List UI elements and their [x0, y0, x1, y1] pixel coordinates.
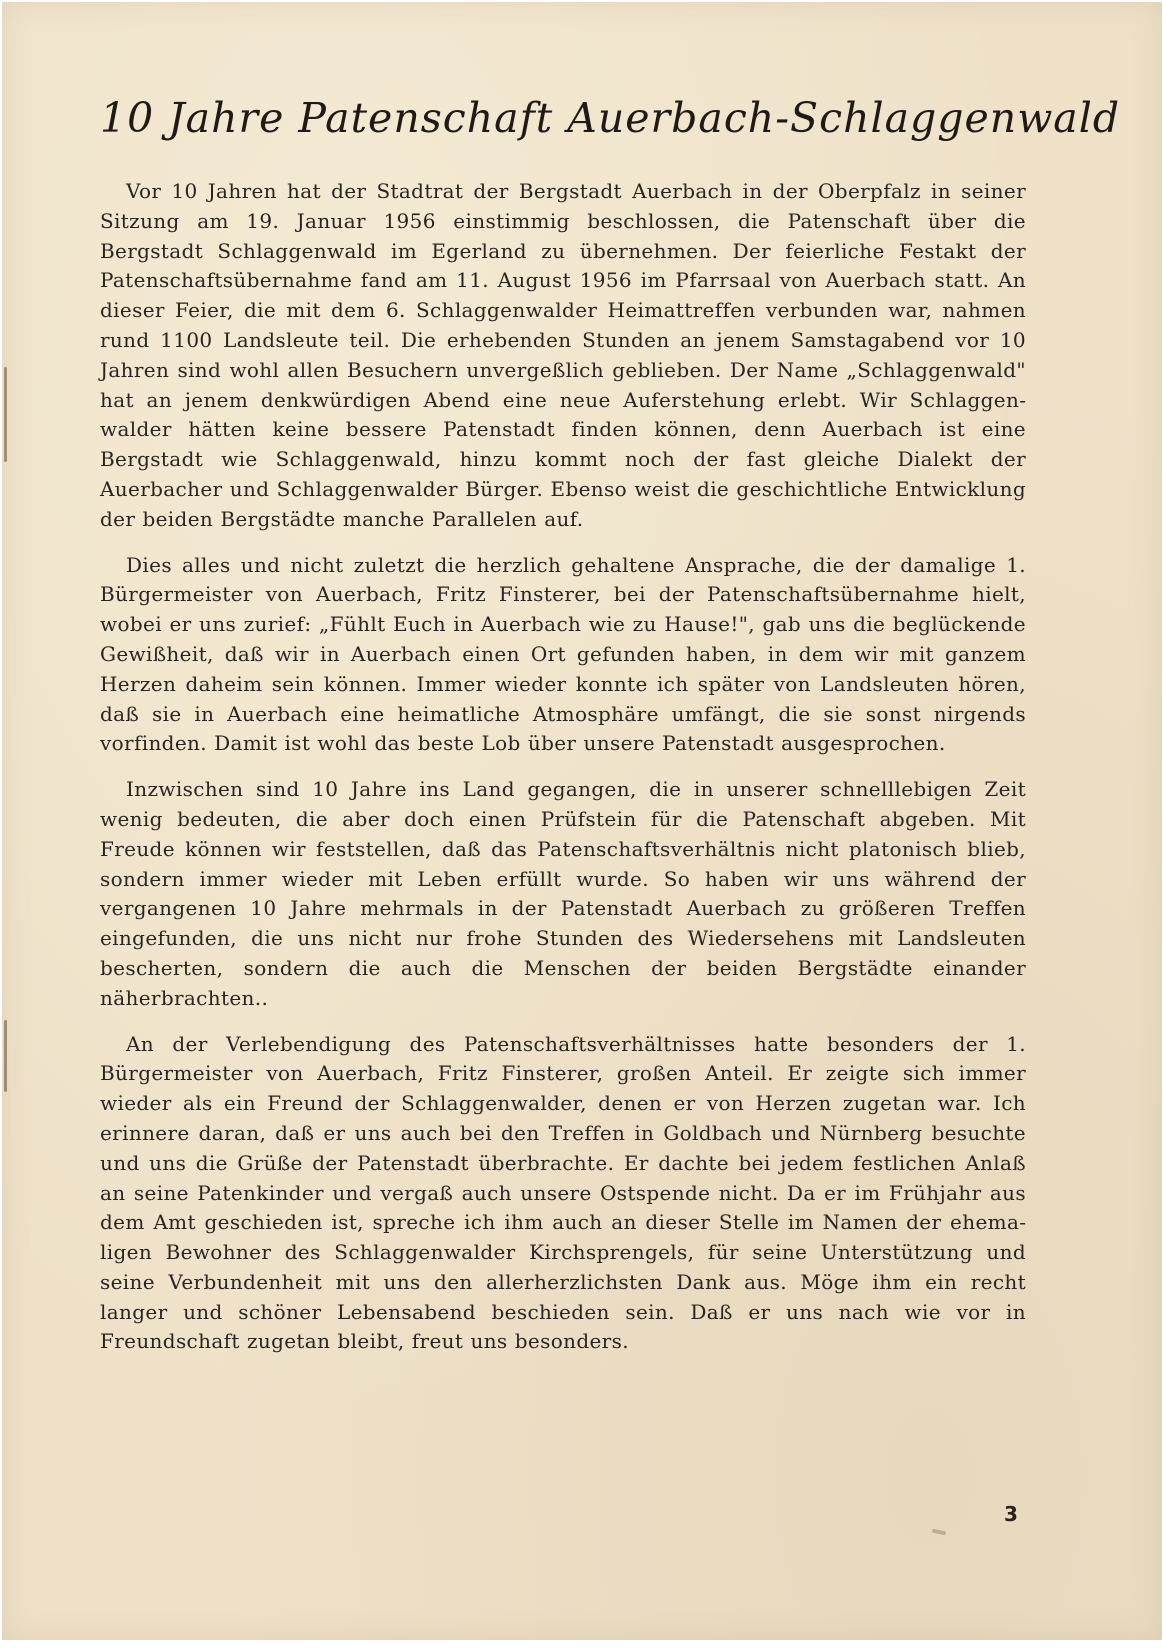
binding-mark: [4, 367, 7, 462]
paper-speck: [932, 1529, 947, 1536]
page-number: 3: [1004, 1502, 1018, 1526]
paragraph: Inzwischen sind 10 Jahre ins Land gegangen, die in unserer schnelllebigen Zeit wenig bedeuten, die aber doch einen Prüfstein für die Patenschaft abgeben. Mit Freude können wir feststellen, daß das Patenschaftsverhältnis nicht platonisch blieb, sondern immer wieder mit Leben erfüllt wurde. So haben wir uns während der vergangenen 10 Jahre mehrmals in der Patenstadt Auerbach zu größeren Treffen eingefunden, die uns nicht nur frohe Stunden des Wiedersehens mit Landsleuten bescherten, sondern die auch die Menschen der beiden Bergstädte einander näherbrachten..: [100, 777, 1026, 1010]
binding-mark: [4, 1020, 7, 1092]
paragraph: An der Verlebendigung des Patenschaftsverhältnisses hatte besonders der 1. Bürgermeister von Auerbach, Fritz Finsterer, großen Anteil. Er zeigte sich immer wieder als ein Freund der Schlaggenwalder, denen er von Herzen zugetan war. Ich erinnere daran, daß er uns auch bei den Treffen in Goldbach und Nürnberg besuchte und uns die Grüße der Patenstadt überbrachte. Er dachte bei jedem festlichen Anlaß an seine Patenkinder und vergaß auch unsere Ostspende nicht. Da er im Frühjahr aus dem Amt geschieden ist, spreche ich ihm auch an dieser Stelle im Namen der ehemaligen Bewohner des Schlaggenwalder Kirchsprengels, für seine Unterstützung und seine Verbundenheit mit uns den allerherzlichsten Dank aus. Möge ihm ein recht langer und schöner Lebensabend beschieden sein. Daß er uns nach wie vor in Freundschaft zugetan bleibt, freut uns besonders.: [100, 1031, 1026, 1354]
page-sheet: [2, 2, 1162, 1640]
paragraph: Dies alles und nicht zuletzt die herzlich gehaltene Ansprache, die der damalige 1. Bürgermeister von Auerbach, Fritz Finsterer, bei der Patenschaftsübernahme hielt, wobei er uns zurief: „Fühlt Euch in Auerbach wie zu Hause!", gab uns die beglückende Gewißheit, daß wir in Auerbach einen Ort gefunden haben, in dem wir mit ganzem Herzen daheim sein können. Immer wieder konnte ich später von Landsleuten hören, daß sie in Auerbach eine heimatliche Atmosphäre umfängt, die sie sonst nirgends vorfinden. Damit ist wohl das beste Lob über unsere Patenstadt ausgesprochen.: [100, 552, 1026, 756]
paragraph: Vor 10 Jahren hat der Stadtrat der Bergstadt Auerbach in der Oberpfalz in seiner Sitzung am 19. Januar 1956 einstimmig beschlossen, die Patenschaft über die Bergstadt Schlaggenwald im Egerland zu übernehmen. Der feierliche Festakt der Patenschaftsübernahme fand am 11. August 1956 im Pfarrsaal von Auerbach statt. An dieser Feier, die mit dem 6. Schlaggenwalder Heimattreffen verbunden war, nahmen rund 1100 Landsleute teil. Die erhebenden Stunden an jenem Samstagabend vor 10 Jahren sind wohl allen Besuchern unvergeßlich geblieben. Der Name „Schlaggenwald" hat an jenem denkwürdigen Abend eine neue Auferstehung erlebt. Wir Schlaggenwalder hätten keine bessere Patenstadt finden können, denn Auerbach ist eine Bergstadt wie Schlaggenwald, hinzu kommt noch der fast gleiche Dialekt der Auerbacher und Schlaggenwalder Bürger. Ebenso weist die geschichtliche Entwicklung der beiden Bergstädte manche Parallelen auf.: [100, 179, 1026, 531]
article-title: 10 Jahre Patenschaft Auerbach-Schlaggenwald: [100, 94, 1121, 142]
article-body: [100, 177, 1026, 1373]
